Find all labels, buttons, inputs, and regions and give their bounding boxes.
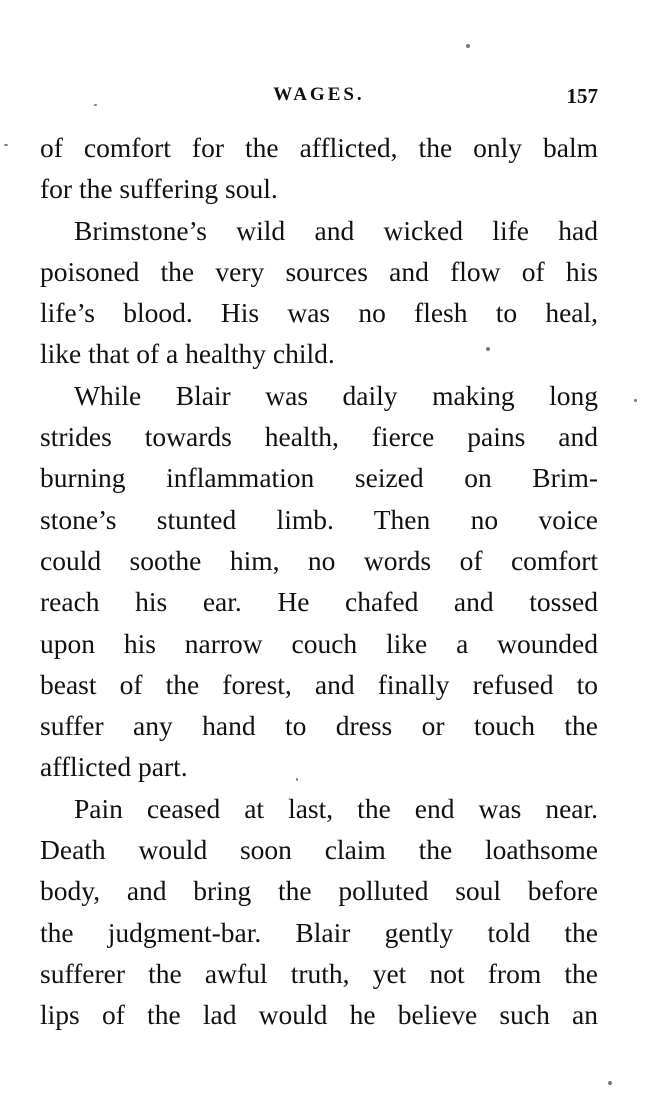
text-line: reach his ear. He chafed and tossed bbox=[40, 586, 598, 618]
scan-speck bbox=[466, 44, 470, 48]
text-line: lips of the lad would he believe such an bbox=[40, 999, 598, 1031]
page-number: 157 bbox=[566, 84, 598, 108]
text-line: of comfort for the afflicted, the only balm bbox=[40, 132, 598, 163]
body-text bbox=[40, 127, 598, 1036]
text-line: could soothe him, no words of comfort bbox=[40, 544, 598, 576]
text-line: Death would soon claim the loathsome bbox=[40, 834, 598, 866]
scan-speck bbox=[608, 1081, 612, 1085]
text-line: the judgment-bar. Blair gently told the bbox=[40, 916, 598, 948]
scan-speck bbox=[94, 104, 97, 106]
text-line: stone’s stunted limb. Then no voice bbox=[40, 503, 598, 535]
text-line: afflicted part. bbox=[40, 751, 188, 783]
text-line: poisoned the very sources and flow of his bbox=[40, 255, 598, 287]
text-line: burning inflammation seized on Brim- bbox=[40, 462, 598, 494]
scan-speck bbox=[4, 144, 8, 146]
scan-speck bbox=[486, 347, 490, 351]
scan-speck bbox=[296, 778, 298, 781]
text-line: for the suffering soul. bbox=[40, 173, 278, 205]
text-line: body, and bring the polluted soul before bbox=[40, 875, 598, 907]
text-line: Brimstone’s wild and wicked life had bbox=[74, 214, 598, 246]
text-line: life’s blood. His was no flesh to heal, bbox=[40, 297, 598, 329]
text-line: upon his narrow couch like a wounded bbox=[40, 627, 598, 659]
text-line: like that of a healthy child. bbox=[40, 338, 335, 370]
text-line: While Blair was daily making long bbox=[74, 379, 598, 411]
scan-speck bbox=[634, 399, 637, 402]
running-head bbox=[40, 84, 598, 114]
text-line: sufferer the awful truth, yet not from the bbox=[40, 957, 598, 989]
text-line: beast of the forest, and finally refused to bbox=[40, 668, 598, 700]
running-title: WAGES. bbox=[273, 84, 365, 105]
text-line: strides towards health, fierce pains and bbox=[40, 421, 598, 453]
text-line: Pain ceased at last, the end was near. bbox=[74, 792, 598, 824]
text-line: suffer any hand to dress or touch the bbox=[40, 710, 598, 742]
